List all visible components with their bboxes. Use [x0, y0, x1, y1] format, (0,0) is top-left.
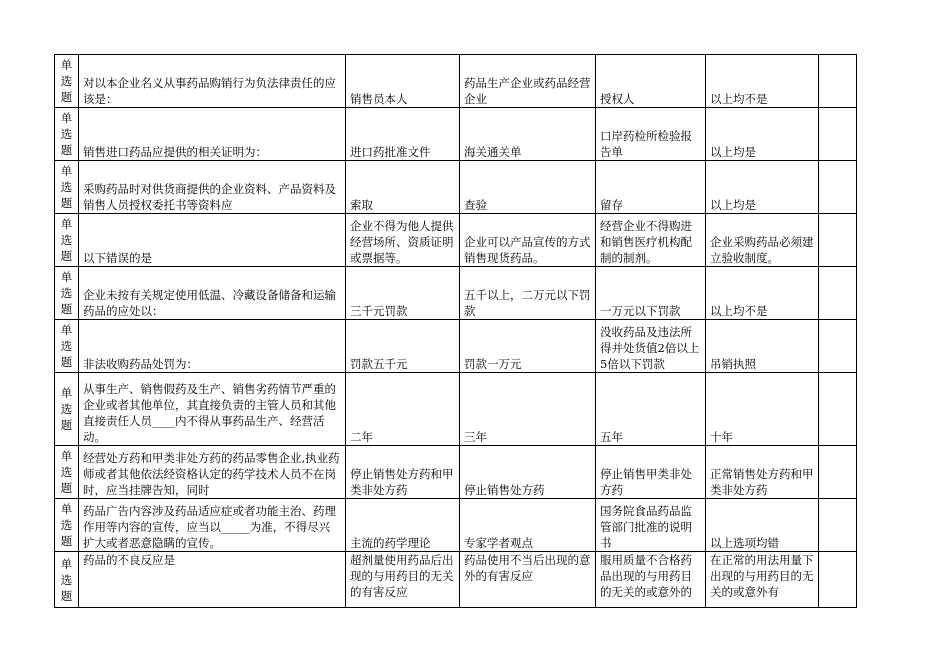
option-a-cell: 企业不得为他人提供经营场所、资质证明或票据等。 [346, 214, 460, 267]
question-type-cell [55, 373, 79, 446]
option-c-cell: 留存 [596, 161, 706, 214]
option-c-cell: 授权人 [596, 55, 706, 108]
option-d-cell: 吊销执照 [706, 320, 819, 373]
question-type-cell [55, 55, 79, 108]
table-row [55, 108, 857, 161]
question-type-cell [55, 108, 79, 161]
question-type-cell [55, 267, 79, 320]
question-type-char: 题 [60, 534, 73, 548]
option-b-cell: 罚款一万元 [460, 320, 596, 373]
question-cell: 对以本企业名义从事药品购销行为负法律责任的应该是： [79, 55, 346, 108]
option-b-cell: 海关通关单 [460, 108, 596, 161]
question-type-char: 题 [60, 143, 73, 157]
option-d-cell: 以上均不是 [706, 55, 819, 108]
option-d-cell: 以上选项均错 [706, 499, 819, 552]
question-type-char: 题 [60, 196, 73, 210]
question-type-char: 单 [60, 217, 73, 231]
table-row [55, 267, 857, 320]
question-cell: 经营处方药和甲类非处方药的药品零售企业,执业药师或者其他依法经资格认定的药学技术人员不在岗时，应当挂牌告知，同时 [79, 446, 346, 499]
extra-cell [819, 267, 857, 320]
question-table [54, 54, 857, 608]
extra-cell [819, 161, 857, 214]
table-row [55, 214, 857, 267]
option-b-cell: 停止销售处方药 [460, 446, 596, 499]
question-cell: 采购药品时对供货商提供的企业资料、产品资料及销售人员授权委托书等资料应 [79, 161, 346, 214]
option-c-cell: 五年 [596, 373, 706, 446]
option-c-cell: 停止销售甲类非处方药 [596, 446, 706, 499]
extra-cell [819, 108, 857, 161]
question-type-char: 选 [60, 286, 73, 300]
question-type-cell [55, 552, 79, 608]
question-cell: 以下错误的是 [79, 214, 346, 267]
option-b-cell: 五千以上，二万元以下罚款 [460, 267, 596, 320]
option-a-cell: 超剂量使用药品后出现的与用药目的无关的有害反应 [346, 552, 460, 608]
option-a-cell: 索取 [346, 161, 460, 214]
question-type-char: 选 [60, 233, 73, 247]
question-cell: 药品广告内容涉及药品适应症或者功能主治、药理作用等内容的宣传，应当以_____为准，不得尽兴扩大或者恶意隐瞒的宣传。 [79, 499, 346, 552]
table-row [55, 55, 857, 108]
option-b-cell: 药品生产企业或药品经营企业 [460, 55, 596, 108]
option-d-cell: 在正常的用法用量下出现的与用药目的无关的或意外有 [706, 552, 819, 608]
option-c-cell: 服用质量不合格药品出现的与用药目的无关的或意外的 [596, 552, 706, 608]
question-type-char: 单 [60, 111, 73, 125]
question-cell: 从事生产、销售假药及生产、销售劣药情节严重的企业或者其他单位，其直接负责的主管人员和其他直接责任人员____内不得从事药品生产、经营活动。 [79, 373, 346, 446]
option-d-cell: 企业采购药品必须建立验收制度。 [706, 214, 819, 267]
question-type-char: 题 [60, 418, 73, 432]
option-d-cell: 正常销售处方药和甲类非处方药 [706, 446, 819, 499]
question-type-char: 选 [60, 465, 73, 479]
extra-cell [819, 320, 857, 373]
option-d-cell: 以上均是 [706, 161, 819, 214]
table-row [55, 161, 857, 214]
question-type-char: 单 [60, 58, 73, 72]
option-a-cell: 三千元罚款 [346, 267, 460, 320]
table-row [55, 552, 857, 608]
option-c-cell: 口岸药检所检验报告单 [596, 108, 706, 161]
option-b-cell: 三年 [460, 373, 596, 446]
option-c-cell: 国务院食品药品监管部门批准的说明书 [596, 499, 706, 552]
question-type-char: 选 [60, 127, 73, 141]
option-a-cell: 二年 [346, 373, 460, 446]
table-row [55, 499, 857, 552]
question-type-char: 选 [60, 402, 73, 416]
question-table-page [54, 54, 857, 608]
question-type-cell [55, 499, 79, 552]
question-type-char: 选 [60, 572, 73, 587]
question-cell: 非法收购药品处罚为： [79, 320, 346, 373]
option-d-cell: 以上均不是 [706, 267, 819, 320]
question-type-char: 题 [60, 588, 73, 603]
extra-cell [819, 373, 857, 446]
option-a-cell: 销售员本人 [346, 55, 460, 108]
option-d-cell: 以上均是 [706, 108, 819, 161]
question-type-char: 题 [60, 249, 73, 263]
question-type-char: 单 [60, 164, 73, 178]
question-type-char: 题 [60, 481, 73, 495]
question-type-char: 题 [60, 90, 73, 104]
question-type-cell [55, 161, 79, 214]
question-type-char: 单 [60, 502, 73, 516]
question-type-cell [55, 446, 79, 499]
table-row [55, 320, 857, 373]
question-type-char: 题 [60, 302, 73, 316]
option-b-cell: 专家学者观点 [460, 499, 596, 552]
option-c-cell: 没收药品及违法所得并处货值2倍以上5倍以下罚款 [596, 320, 706, 373]
question-cell: 销售进口药品应提供的相关证明为： [79, 108, 346, 161]
question-type-cell [55, 214, 79, 267]
question-type-char: 单 [60, 556, 73, 571]
extra-cell [819, 446, 857, 499]
table-row [55, 446, 857, 499]
question-type-char: 单 [60, 449, 73, 463]
option-c-cell: 经营企业不得购进和销售医疗机构配制的制剂。 [596, 214, 706, 267]
extra-cell [819, 214, 857, 267]
question-type-cell [55, 320, 79, 373]
question-type-char: 题 [60, 355, 73, 369]
extra-cell [819, 55, 857, 108]
option-b-cell: 查验 [460, 161, 596, 214]
option-a-cell: 主流的药学理论 [346, 499, 460, 552]
option-b-cell: 药品使用不当后出现的意外的有害反应 [460, 552, 596, 608]
table-row [55, 373, 857, 446]
option-c-cell: 一万元以下罚款 [596, 267, 706, 320]
extra-cell [819, 499, 857, 552]
question-type-char: 单 [60, 323, 73, 337]
question-type-char: 选 [60, 339, 73, 353]
question-type-char: 选 [60, 180, 73, 194]
question-type-char: 选 [60, 74, 73, 88]
question-type-char: 单 [60, 386, 73, 400]
option-d-cell: 十年 [706, 373, 819, 446]
question-cell: 药品的不良反应是 [79, 552, 346, 608]
option-a-cell: 罚款五千元 [346, 320, 460, 373]
option-b-cell: 企业可以产品宣传的方式销售现货药品。 [460, 214, 596, 267]
question-type-char: 选 [60, 518, 73, 532]
option-a-cell: 停止销售处方药和甲类非处方药 [346, 446, 460, 499]
extra-cell [819, 552, 857, 608]
question-cell: 企业未按有关规定使用低温、冷藏设备储备和运输药品的应处以： [79, 267, 346, 320]
question-type-char: 单 [60, 270, 73, 284]
option-a-cell: 进口药批准文件 [346, 108, 460, 161]
